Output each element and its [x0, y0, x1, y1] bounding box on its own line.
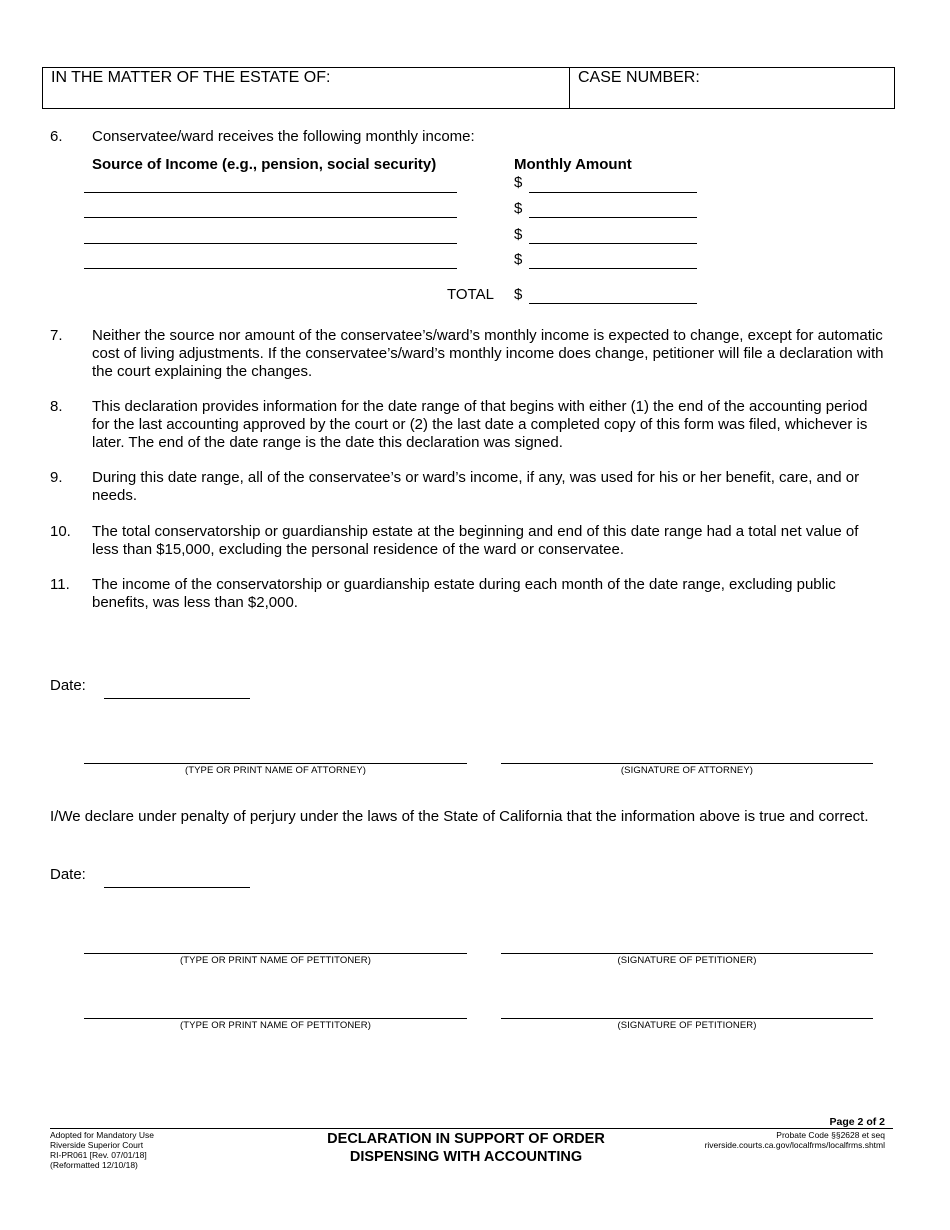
- probate-code: Probate Code §§2628 et seq: [776, 1130, 885, 1140]
- attorney-signature-field[interactable]: [501, 763, 873, 764]
- footer-left-line: Riverside Superior Court: [50, 1140, 144, 1150]
- item-6-number: 6.: [50, 128, 63, 145]
- petitioner-date-field[interactable]: [104, 887, 250, 888]
- footer-left-line: Adopted for Mandatory Use: [50, 1130, 154, 1140]
- footer-rule: [50, 1128, 893, 1129]
- item-number: 8.: [50, 398, 63, 415]
- attorney-name-caption: (TYPE OR PRINT NAME OF ATTORNEY): [184, 765, 367, 776]
- currency-symbol: $: [514, 286, 523, 303]
- item-6-text: Conservatee/ward receives the following monthly income:: [92, 128, 475, 145]
- petitioner-name-field-2[interactable]: [84, 1018, 467, 1019]
- currency-symbol: $: [514, 251, 523, 268]
- petitioner-signature-field-2[interactable]: [501, 1018, 873, 1019]
- monthly-amount-header: Monthly Amount: [514, 156, 632, 173]
- item-text: During this date range, all of the conservatee’s or ward’s income, if any, was used for his or her benefit, care, and or needs.: [92, 469, 860, 504]
- court-forms-url: riverside.courts.ca.gov/localfrms/localfrms.shtml: [704, 1140, 885, 1150]
- petitioner-signature-caption: (SIGNATURE OF PETITIONER): [617, 1020, 757, 1031]
- total-label: TOTAL: [447, 286, 494, 303]
- income-amount-field-1[interactable]: [529, 192, 697, 193]
- item-number: 9.: [50, 469, 63, 486]
- case-number-label: CASE NUMBER:: [578, 69, 700, 86]
- petitioner-signature-caption: (SIGNATURE OF PETITIONER): [617, 955, 757, 966]
- footer-left-line: RI-PR061 [Rev. 07/01/18]: [50, 1150, 147, 1160]
- item-text: The total conservatorship or guardianship estate at the beginning and end of this date range had a total net value of less than $15,000, excluding the personal residence of the ward or conservatee.: [92, 523, 859, 558]
- petitioner-name-caption: (TYPE OR PRINT NAME OF PETTITONER): [180, 1020, 371, 1031]
- estate-label: IN THE MATTER OF THE ESTATE OF:: [51, 69, 331, 86]
- page-number: Page 2 of 2: [829, 1116, 885, 1128]
- item-text: Neither the source nor amount of the conservatee’s/ward’s monthly income is expected to change, except for automatic cost of living adjustments. If the conservatee’s/ward’s monthly income does change, petitioner will file a declaration with the court explaining the changes.: [92, 327, 884, 380]
- item-number: 11.: [50, 576, 70, 593]
- total-amount-field[interactable]: [529, 303, 697, 304]
- income-source-field-1[interactable]: [84, 192, 457, 193]
- attorney-date-field[interactable]: [104, 698, 250, 699]
- income-source-header: Source of Income (e.g., pension, social security): [92, 156, 437, 173]
- item-number: 7.: [50, 327, 63, 344]
- currency-symbol: $: [514, 174, 523, 191]
- footer-adoption-info: [50, 1130, 154, 1170]
- footer-reference: [705, 1130, 885, 1150]
- petitioner-name-caption: (TYPE OR PRINT NAME OF PETTITONER): [180, 955, 371, 966]
- attorney-date-label: Date:: [50, 677, 86, 694]
- petitioner-date-label: Date:: [50, 866, 86, 883]
- form-title: [290, 1130, 642, 1166]
- income-source-field-3[interactable]: [84, 243, 457, 244]
- form-title-line-1: DECLARATION IN SUPPORT OF ORDER: [327, 1131, 605, 1147]
- income-amount-field-2[interactable]: [529, 217, 697, 218]
- attorney-name-field[interactable]: [84, 763, 467, 764]
- income-source-field-2[interactable]: [84, 217, 457, 218]
- attorney-signature-caption: (SIGNATURE OF ATTORNEY): [620, 765, 754, 776]
- perjury-declaration-text: I/We declare under penalty of perjury under the laws of the State of California that the information above is true and correct.: [50, 808, 869, 825]
- income-source-field-4[interactable]: [84, 268, 457, 269]
- form-title-line-2: DISPENSING WITH ACCOUNTING: [349, 1149, 583, 1165]
- header-divider: [569, 68, 570, 108]
- footer-left-line: (Reformatted 12/10/18): [50, 1160, 138, 1170]
- item-text: The income of the conservatorship or guardianship estate during each month of the date range, excluding public benefits, was less than $2,000.: [92, 576, 836, 611]
- income-amount-field-3[interactable]: [529, 243, 697, 244]
- currency-symbol: $: [514, 226, 523, 243]
- currency-symbol: $: [514, 200, 523, 217]
- petitioner-name-field-1[interactable]: [84, 953, 467, 954]
- case-header-box: [42, 67, 895, 109]
- item-number: 10.: [50, 523, 71, 540]
- income-amount-field-4[interactable]: [529, 268, 697, 269]
- item-text: This declaration provides information for the date range of that begins with either (1) the end of the accounting period for the last accounting approved by the court or (2) the last date a completed copy of this form was filed, whichever is later. The end of the date range is the date this declaration was signed.: [92, 398, 868, 451]
- petitioner-signature-field-1[interactable]: [501, 953, 873, 954]
